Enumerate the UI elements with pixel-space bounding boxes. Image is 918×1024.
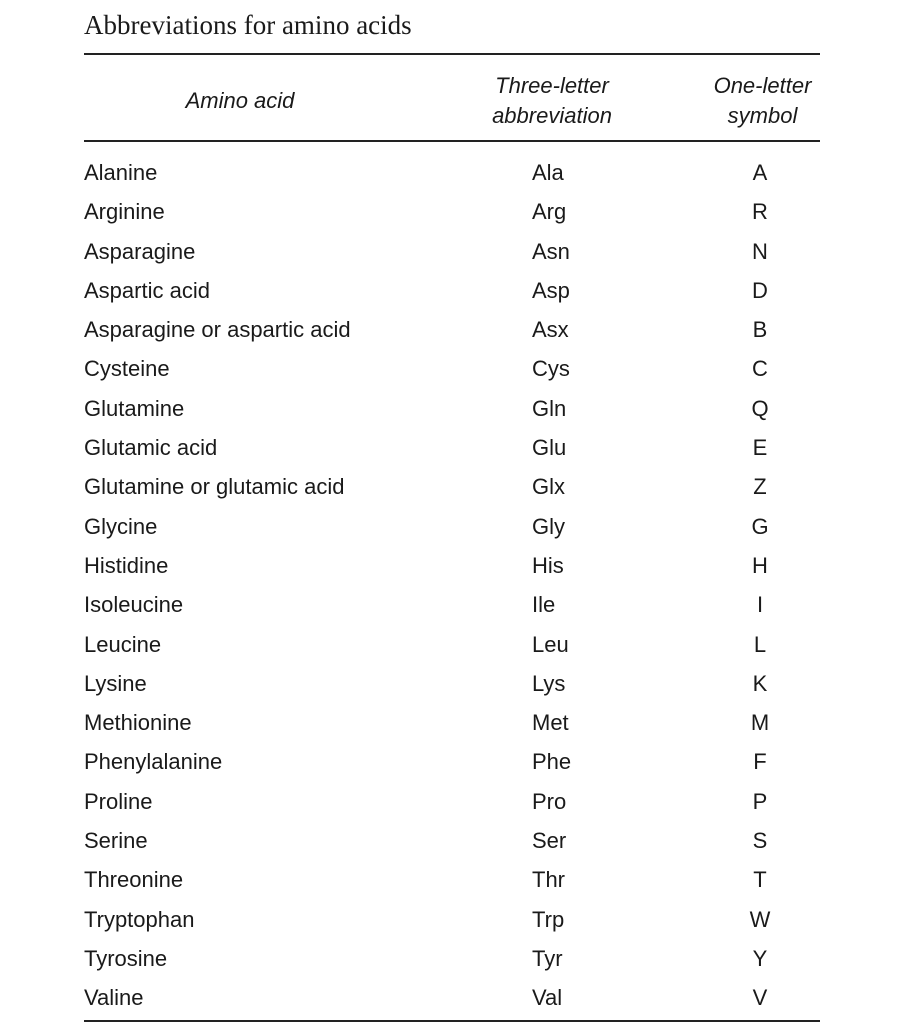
amino-acid-name-cell: Valine (84, 985, 144, 1011)
three-letter-cell: Cys (532, 356, 570, 382)
table-row (0, 939, 918, 978)
three-letter-cell: Tyr (532, 945, 563, 971)
one-letter-cell: G (751, 513, 769, 539)
amino-acid-name-cell: Glycine (84, 513, 158, 539)
three-letter-cell: Asx (532, 317, 569, 343)
three-letter-cell: Ala (532, 160, 564, 185)
three-letter-cell: His (532, 552, 564, 578)
three-letter-cell: Pro (532, 788, 567, 814)
table-row (0, 664, 918, 703)
amino-acid-name-cell: Glutamine (84, 395, 185, 421)
amino-acid-name-cell: Asparagine (84, 238, 196, 264)
one-letter-cell: R (752, 199, 768, 225)
three-letter-cell: Arg (532, 199, 567, 225)
table-row (0, 742, 918, 781)
table-row (0, 585, 918, 624)
header-three-letter-line2: abbreviation (492, 103, 612, 128)
one-letter-cell: W (749, 906, 771, 932)
table-row (0, 821, 918, 860)
header-amino-acid (110, 85, 370, 117)
amino-acid-name-cell: Histidine (84, 552, 169, 578)
three-letter-cell: Phe (532, 749, 572, 775)
three-letter-cell: Trp (532, 906, 565, 932)
amino-acid-name-cell: Alanine (84, 160, 158, 185)
header-amino-acid-label: Amino acid (185, 88, 295, 113)
amino-acid-name-cell: Glutamine or glutamic acid (84, 474, 345, 500)
three-letter-cell: Thr (532, 867, 565, 893)
amino-acid-name-cell: Methionine (84, 710, 192, 736)
one-letter-cell: K (752, 670, 768, 696)
table-row (0, 271, 918, 310)
three-letter-cell: Met (532, 710, 569, 736)
one-letter-cell: V (752, 985, 768, 1011)
table-row (0, 232, 918, 271)
table-row (0, 310, 918, 349)
three-letter-cell: Val (532, 985, 563, 1011)
table-row (0, 467, 918, 506)
table-row (0, 153, 918, 192)
amino-acid-name-cell: Lysine (84, 670, 147, 696)
table-row (0, 507, 918, 546)
table-row (0, 703, 918, 742)
amino-acid-name-cell: Tyrosine (84, 945, 168, 971)
header-one-letter-line1: One-letter (713, 73, 812, 98)
amino-acid-name-cell: Glutamic acid (84, 435, 218, 461)
one-letter-cell: Z (753, 474, 767, 500)
one-letter-cell: H (752, 552, 768, 578)
one-letter-cell: L (753, 631, 767, 657)
one-letter-cell: T (753, 867, 767, 893)
table-row (0, 860, 918, 899)
table-row (0, 349, 918, 388)
amino-acid-name-cell: Tryptophan (84, 906, 195, 932)
one-letter-cell: C (752, 356, 768, 382)
amino-acid-name-cell: Aspartic acid (84, 277, 210, 303)
three-letter-cell: Ser (532, 828, 567, 854)
amino-acid-name-cell: Phenylalanine (84, 749, 223, 775)
table-row (0, 546, 918, 585)
amino-acid-name-cell: Asparagine or aspartic acid (84, 317, 351, 343)
three-letter-cell: Glx (532, 474, 565, 500)
header-three-letter-line1: Three-letter (495, 73, 609, 98)
amino-acid-name-cell: Arginine (84, 199, 165, 225)
one-letter-cell: S (752, 828, 768, 854)
three-letter-cell: Glu (532, 435, 567, 461)
one-letter-cell: A (752, 160, 768, 185)
one-letter-cell: P (752, 788, 768, 814)
top-rule (84, 53, 820, 55)
bottom-rule (84, 1020, 820, 1022)
amino-acid-name-cell: Proline (84, 788, 153, 814)
three-letter-cell: Asp (532, 277, 570, 303)
table-row (0, 428, 918, 467)
table-row (0, 978, 918, 1017)
table-row (0, 625, 918, 664)
table-row (0, 900, 918, 939)
amino-acid-name-cell: Isoleucine (84, 592, 184, 618)
one-letter-cell: D (752, 277, 768, 303)
table-row (0, 389, 918, 428)
one-letter-cell: M (750, 710, 770, 736)
amino-acid-name-cell: Leucine (84, 631, 162, 657)
header-rule (84, 140, 820, 142)
one-letter-cell: E (752, 435, 768, 461)
header-one-letter (690, 70, 835, 132)
table-row (0, 782, 918, 821)
three-letter-cell: Gly (532, 513, 565, 539)
one-letter-cell: Y (752, 945, 768, 971)
one-letter-cell: N (752, 238, 768, 264)
one-letter-cell: Q (751, 395, 769, 421)
one-letter-cell: I (756, 592, 764, 618)
three-letter-cell: Gln (532, 395, 567, 421)
header-one-letter-line2: symbol (727, 103, 798, 128)
amino-acid-name-cell: Serine (84, 828, 148, 854)
three-letter-cell: Asn (532, 238, 570, 264)
one-letter-cell: B (752, 317, 768, 343)
three-letter-cell: Lys (532, 670, 566, 696)
amino-acid-name-cell: Cysteine (84, 356, 170, 382)
three-letter-cell: Ile (532, 592, 556, 618)
table-caption: Abbreviations for amino acids (84, 10, 412, 40)
three-letter-cell: Leu (532, 631, 569, 657)
one-letter-cell: F (753, 749, 767, 775)
amino-acid-name-cell: Threonine (84, 867, 184, 893)
table-row (0, 192, 918, 231)
header-three-letter (462, 70, 642, 132)
table-body (0, 153, 918, 1018)
